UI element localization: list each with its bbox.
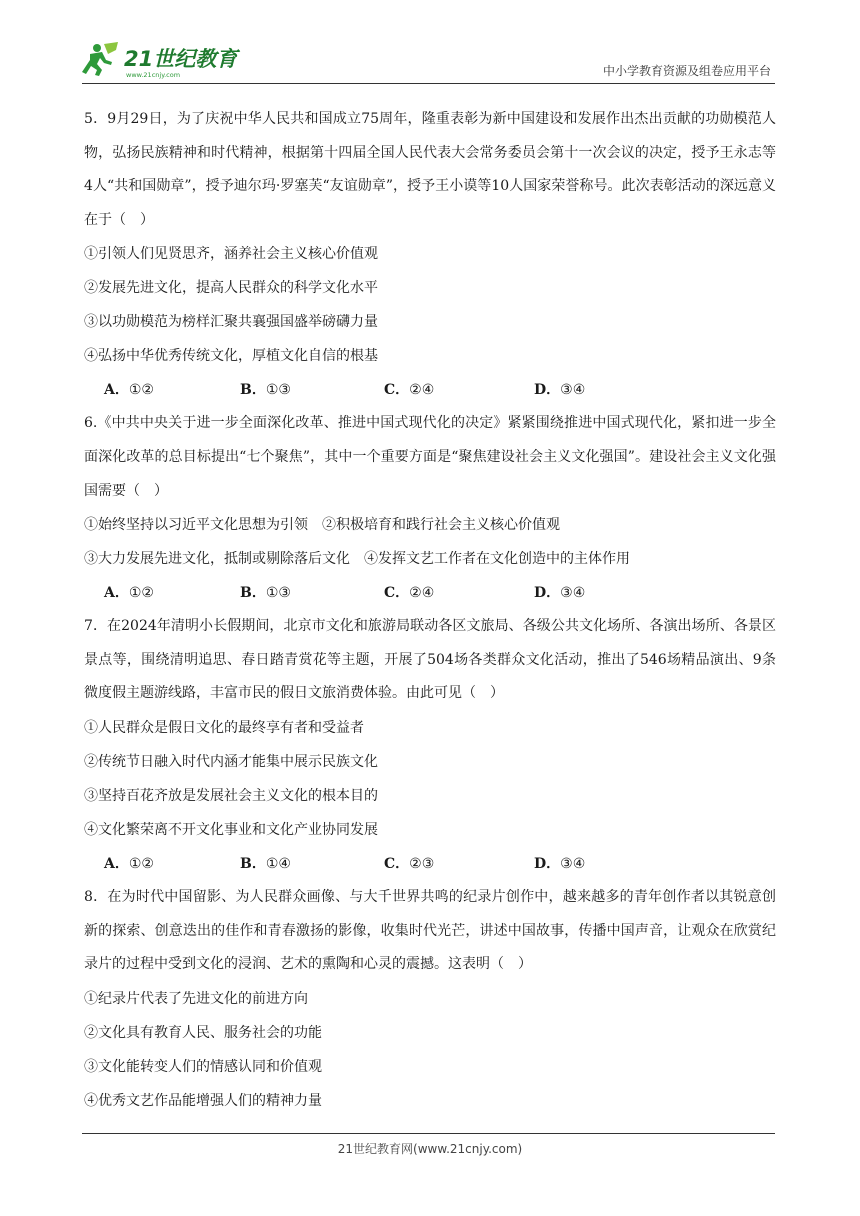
runner-icon	[82, 42, 118, 76]
choice-d[interactable]: D．③④	[534, 585, 586, 602]
question-stem: 6.《中共中央关于进一步全面深化改革、推进中国式现代化的决定》紧紧围绕推进中国式现代化，紧扣进一步全面深化改革的总目标提出“七个聚焦”，其中一个重要方面是“聚焦建设社会主义文化强国”。建设社会主义文化强国需要（ ）	[84, 415, 776, 499]
platform-label: 中小学教育资源及组卷应用平台	[602, 64, 771, 78]
statement-option: ①引领人们见贤思齐，涵养社会主义核心价值观	[84, 246, 378, 263]
choice-c[interactable]: C．②③	[384, 855, 435, 872]
statement-option: ③以功勋模范为榜样汇聚共襄强国盛举磅礴力量	[84, 314, 378, 331]
answer-choices	[84, 373, 776, 407]
statement-option: ①人民群众是假日文化的最终享有者和受益者	[84, 719, 364, 736]
choice-c[interactable]: C．②④	[384, 382, 435, 399]
choice-a[interactable]: A．①②	[104, 585, 154, 602]
answer-choices	[84, 847, 776, 881]
header-divider	[82, 83, 775, 84]
statement-option: ③文化能转变人们的情感认同和价值观	[84, 1058, 322, 1075]
choice-a[interactable]: A．①②	[104, 382, 154, 399]
page-footer[interactable]: 21世纪教育网(www.21cnjy.com)	[337, 1142, 523, 1156]
statement-option: ②传统节日融入时代内涵才能集中展示民族文化	[84, 753, 378, 770]
choice-b[interactable]: B．①④	[240, 855, 291, 872]
statement-option: ③大力发展先进文化，抵制或剔除落后文化 ④发挥文艺工作者在文化创造中的主体作用	[84, 551, 630, 568]
question-stem: 7．在2024年清明小长假期间，北京市文化和旅游局联动各区文旅局、各级公共文化场所、各演出场所、各景区景点等，围绕清明追思、春日踏青赏花等主题，开展了504场各类群众文化活动，推出了546场精品演出、9条微度假主题游线路，丰富市民的假日文旅消费体验。由此可见（ ）	[84, 618, 776, 702]
question-stem: 5．9月29日，为了庆祝中华人民共和国成立75周年，隆重表彰为新中国建设和发展作出杰出贡献的功勋模范人物，弘扬民族精神和时代精神，根据第十四届全国人民代表大会常务委员会第十一次会议的决定，授予王永志等4人“共和国勋章”，授予迪尔玛·罗塞芙“友谊勋章”，授予王小谟等10人国家荣誉称号。此次表彰活动的深远意义在于（ ）	[84, 111, 776, 228]
question-5	[84, 103, 776, 407]
choice-d[interactable]: D．③④	[534, 855, 586, 872]
question-8	[84, 881, 776, 1118]
statement-option: ①纪录片代表了先进文化的前进方向	[84, 990, 308, 1007]
answer-choices	[84, 576, 776, 610]
choice-a[interactable]: A．①②	[104, 855, 154, 872]
footer-divider	[82, 1133, 775, 1134]
statement-option: ②发展先进文化，提高人民群众的科学文化水平	[84, 280, 378, 297]
statement-option: ①始终坚持以习近平文化思想为引领 ②积极培育和践行社会主义核心价值观	[84, 517, 560, 534]
statement-option: ④优秀文艺作品能增强人们的精神力量	[84, 1092, 322, 1109]
site-logo	[82, 40, 242, 80]
statement-option: ②文化具有教育人民、服务社会的功能	[84, 1024, 322, 1041]
logo-text: 21世纪教育	[124, 47, 238, 71]
question-stem: 8．在为时代中国留影、为人民群众画像、与大千世界共鸣的纪录片创作中，越来越多的青年创作者以其锐意创新的探索、创意迭出的佳作和青春激扬的影像，收集时代光芒，讲述中国故事，传播中国声音，让观众在欣赏纪录片的过程中受到文化的浸润、艺术的熏陶和心灵的震撼。这表明（ ）	[84, 888, 776, 973]
question-list	[84, 103, 776, 1118]
choice-c[interactable]: C．②④	[384, 585, 435, 602]
question-7	[84, 610, 776, 881]
choice-d[interactable]: D．③④	[534, 382, 586, 399]
statement-option: ③坚持百花齐放是发展社会主义文化的根本目的	[84, 787, 378, 804]
choice-b[interactable]: B．①③	[240, 585, 291, 602]
page-header	[82, 36, 775, 86]
statement-option: ④弘扬中华优秀传统文化，厚植文化自信的根基	[84, 348, 378, 365]
logo-subtext: www.21cnjy.com	[126, 71, 181, 79]
statement-option: ④文化繁荣离不开文化事业和文化产业协同发展	[84, 821, 378, 838]
question-6	[84, 407, 776, 610]
choice-b[interactable]: B．①③	[240, 382, 291, 399]
